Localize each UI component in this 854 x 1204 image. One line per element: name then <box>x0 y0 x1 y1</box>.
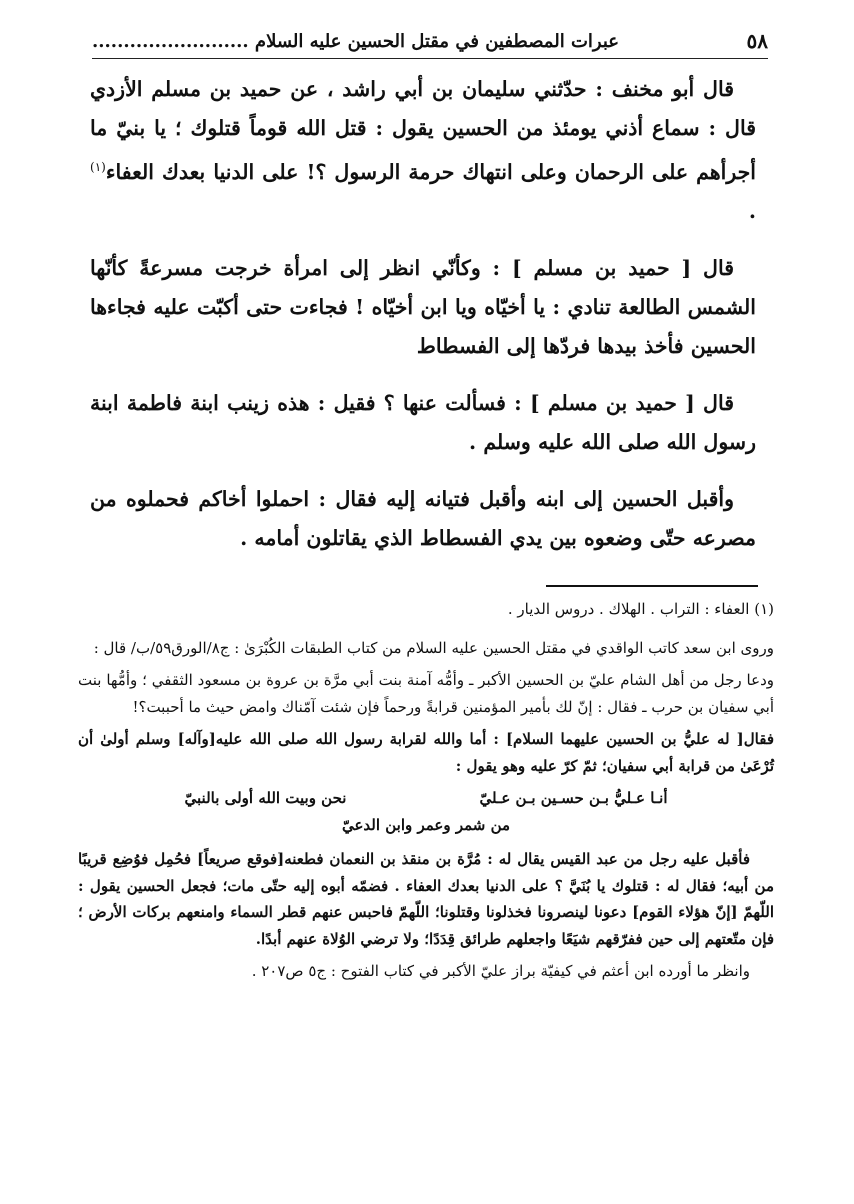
footnote-separator <box>546 585 758 587</box>
running-title: عبرات المصطفين في مقتل الحسين عليه السلام ......................... <box>92 30 620 52</box>
running-header <box>92 26 768 59</box>
page-number: ٥٨ <box>746 29 768 53</box>
paragraph-2: قال [ حميد بن مسلم ] : وكأنّي انظر إلى امرأة خرجت مسرعةً كأنّها الشمس الطالعة تنادي : يا أخيّاه ويا ابن أخيّاه ! فجاءت حتى أكبّت عليه فجاءها الحسين فأخذ بيدها فردّها إلى الفسطاط <box>90 255 756 358</box>
paragraph-1-end: . <box>748 198 756 223</box>
footnotes <box>78 596 774 991</box>
poem-verse <box>78 785 774 812</box>
paragraph-4: وأقبل الحسين إلى ابنه وأقبل فتيانه إليه فقال : احملوا أخاكم فحملوه من مصرعه حتّى وضعوه بين يدي الفسطاط الذي يقاتلون أمامه . <box>90 486 756 550</box>
footnote-narration-2: فقال[ له عليُّ بن الحسين عليهما السلام] : أما والله لقرابة رسول الله صلى الله عليه[وآله] وسلم أولىٰ أن تُرْعَىٰ من قرابة أبي سفيان؛ ثمّ كرّ عليه وهو يقول : <box>78 730 774 775</box>
footnote-narration-3: فأقبل عليه رجل من عبد القيس يقال له : مُرَّة بن منقذ بن النعمان فطعنه[فوقع صريعاً] فحُمِل فوُضِع قريبًا من أبيه؛ فقال له : قتلوك يا بُنَيَّ ؟ على الدنيا بعدك العفاء . فضمّه أبوه إليه حتّى مات؛ فجعل الحسين يقول : اللّهمّ [إنّ هؤلاء القوم] دعونا لينصرونا فخذلونا وقتلونا؛ اللّهمّ فاحبس عنهم قطر السماء وامنعهم بركات الأرض ؛ فإن متّعتهم إلى حين ففرّقهم شيَعًا واجعلهم طرائق قِدَدًا؛ ولا ترضي الوُلاة عنهم أبدًا. <box>78 850 774 948</box>
main-text <box>90 70 756 576</box>
footnote-reference: وانظر ما أورده ابن أعثم في كيفيّة براز عليّ الأكبر في كتاب الفتوح : ج٥ ص٢٠٧ . <box>251 962 750 980</box>
footnote-ibn-saad: وروى ابن سعد كاتب الواقدي في مقتل الحسين عليه السلام من كتاب الطبقات الكُبْرَىٰ : ج٨/الورق٥٩/ب/ قال : <box>93 638 774 657</box>
paragraph-3: قال [ حميد بن مسلم ] : فسألت عنها ؟ فقيل : هذه زينب ابنة فاطمة ابنة رسول الله صلى الله عليه وسلم . <box>90 390 756 454</box>
paragraph-1 <box>90 70 756 231</box>
footnote-ref-1: (١) <box>90 160 106 174</box>
footnote-1: (١) العفاء : التراب . الهلاك . دروس الديار . <box>507 600 774 618</box>
poem-hemistich-1: أنـا عـليُّ بـن حسـين بـن عـليّ <box>479 789 668 807</box>
poem-hemistich-2: نحن وبيت الله أولى بالنبيّ <box>184 789 347 807</box>
footnote-narration-1: ودعا رجل من أهل الشام عليّ بن الحسين الأكبر ـ وأمُّه آمنة بنت أبي مرَّة بن عروة بن مسعود الثقفي ؛ وأمُّها بنت أبي سفيان بن حرب ـ فقال : إنّ لك بأمير المؤمنين قرابةً ورحماً فإن شئت آمّناك وامض حيث ما أحببت؟! <box>78 671 774 716</box>
poem-line-2: من شمر وعمر وابن الدعيّ <box>341 815 511 834</box>
paragraph-1-text: قال أبو مخنف : حدّثني سليمان بن أبي راشد ، عن حميد بن مسلم الأزدي قال : سماع أذني يومئذ من الحسين يقول : قتل الله قوماً قتلوك ؛ يا بنيّ ما أجرأهم على الرحمان وعلى انتهاك حرمة الرسول ؟! على الدنيا بعدك العفاء <box>90 77 756 184</box>
